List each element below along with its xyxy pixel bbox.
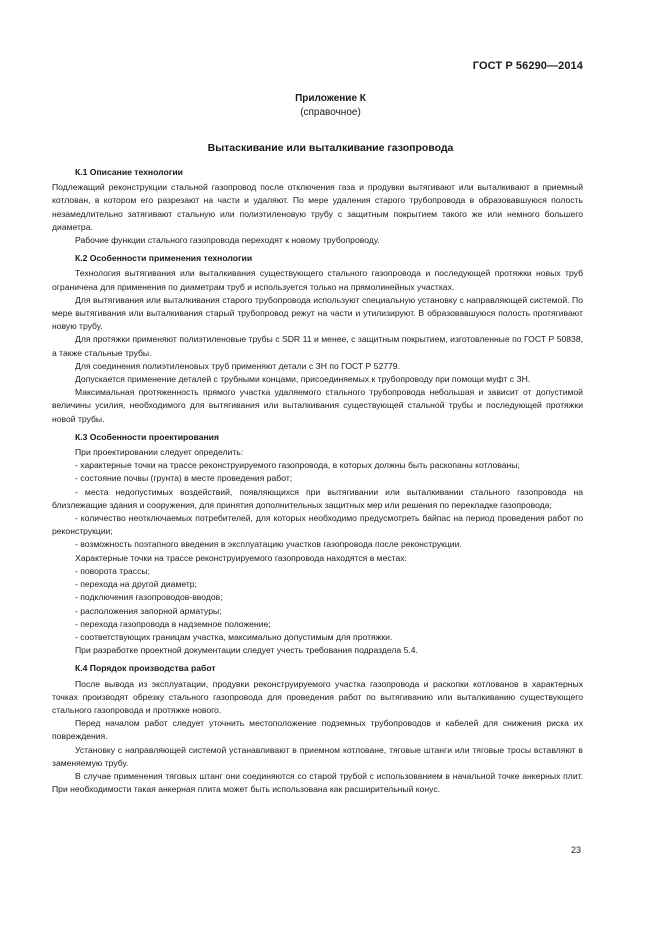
list-item: - поворота трассы; <box>75 565 150 576</box>
paragraph: Подлежащий реконструкции стальной газопровод после отключения газа и продувки вытягивают или выталкивают в приемный котлован, в котором его разрезают на части и удаляют. По мере удаления старого трубопровода в образовавшуюся полость незамедлительно затягивают стальную или полиэтиленовую трубу с защитным покрытием такого же или немного большего диаметра. <box>52 182 583 232</box>
paragraph: После вывода из эксплуатации, продувки реконструируемого участка газопровода и раскопки котлованов в характерных точках производят обрезку стального газопровода для проведения работ по вытягиванию или выталкиванию существующего стального газопровода и протяжке нового. <box>52 678 583 715</box>
section-heading: К.4 Порядок производства работ <box>75 663 216 674</box>
document-body <box>52 166 583 800</box>
paragraph: Для вытягивания или выталкивания старого трубопровода используют специальную установку с направляющей системой. По мере вытягивания или выталкивания старый трубопровод режут на части и утилизируют. В образовавшуюся полость протягивают новую трубу. <box>52 294 583 332</box>
appendix-subtitle: (справочное) <box>300 107 361 118</box>
section-heading: К.3 Особенности проектирования <box>75 431 219 442</box>
section-k4 <box>52 662 583 796</box>
paragraph: В случае применения тяговых штанг они соединяются со старой трубой с использованием в начальной точке анкерных плит. При необходимости такая анкерная плита может быть использована как расширительный конус. <box>52 770 583 795</box>
page-number: 23 <box>570 845 581 855</box>
list-item: - расположения запорной арматуры; <box>75 605 222 616</box>
section-k3 <box>52 431 583 657</box>
list-item: - перехода на другой диаметр; <box>75 579 197 590</box>
paragraph: При разработке проектной документации следует учесть требования подраздела 5.4. <box>75 645 418 656</box>
main-title: Вытаскивание или выталкивание газопровода <box>207 142 454 154</box>
list-item: - состояние почвы (грунта) в месте проведения работ; <box>75 473 293 484</box>
section-k2 <box>52 252 583 426</box>
paragraph: Установку с направляющей системой устанавливают в приемном котловане, тяговые штанги или тяговые тросы вставляют в заменяемую трубу. <box>52 744 583 768</box>
list-item: - количество неотключаемых потребителей, для которых необходимо предусмотреть байпас на период проведения работ по реконструкции; <box>52 513 583 537</box>
section-k1 <box>52 166 583 247</box>
appendix-heading <box>0 92 661 120</box>
section-heading: К.1 Описание технологии <box>75 167 183 177</box>
paragraph: Перед началом работ следует уточнить местоположение подземных трубопроводов и кабелей для снижения риска их повреждения. <box>52 718 583 742</box>
appendix-title: Приложение К <box>295 93 366 104</box>
paragraph: Характерные точки на трассе реконструируемого газопровода находятся в местах: <box>75 552 407 563</box>
paragraph: Для соединения полиэтиленовых труб применяют детали с ЗН по ГОСТ Р 52779. <box>75 360 400 371</box>
paragraph: Рабочие функции стального газопровода переходят к новому трубопроводу. <box>75 235 380 246</box>
list-item: - подключения газопроводов-вводов; <box>75 592 223 603</box>
list-item: - характерные точки на трассе реконструируемого газопровода, в которых должны быть раскопаны котлованы; <box>75 460 520 471</box>
list-item: - места недопустимых воздействий, появляющихся при вытягивании или выталкивании стального газопровода на близлежащие здания и сооружения, для принятия дополнительных защитных мер или решения по перекладке газопровода; <box>52 486 583 510</box>
standard-number: ГОСТ Р 56290—2014 <box>472 60 583 72</box>
section-heading: К.2 Особенности применения технологии <box>75 253 253 264</box>
list-item: - возможность поэтапного введения в эксплуатацию участков газопровода после реконструкции. <box>75 539 462 550</box>
paragraph: Технология вытягивания или выталкивания существующего стального газопровода и последующей протяжки новых труб ограничена для применения по диаметрам труб и используется только на прямолинейных участках. <box>52 268 583 292</box>
paragraph: Максимальная протяженность прямого участка удаляемого стального трубопровода небольшая и зависит от допустимой величины усилия, необходимого для вытягивания или выталкивания существующей стальной трубы и последующей протяжки новой трубы. <box>52 387 583 424</box>
list-item: - соответствующих границам участка, максимально допустимым для протяжки. <box>75 631 393 642</box>
paragraph: Для протяжки применяют полиэтиленовые трубы с SDR 11 и менее, с защитным покрытием, изготовленные по ГОСТ Р 50838, а также стальные трубы. <box>52 334 583 358</box>
list-item: - перехода газопровода в надземное положение; <box>75 618 271 629</box>
paragraph: Допускается применение деталей с трубными концами, присоединяемых к трубопроводу при помощи муфт с ЗН. <box>75 374 531 385</box>
paragraph: При проектировании следует определить: <box>75 447 244 458</box>
